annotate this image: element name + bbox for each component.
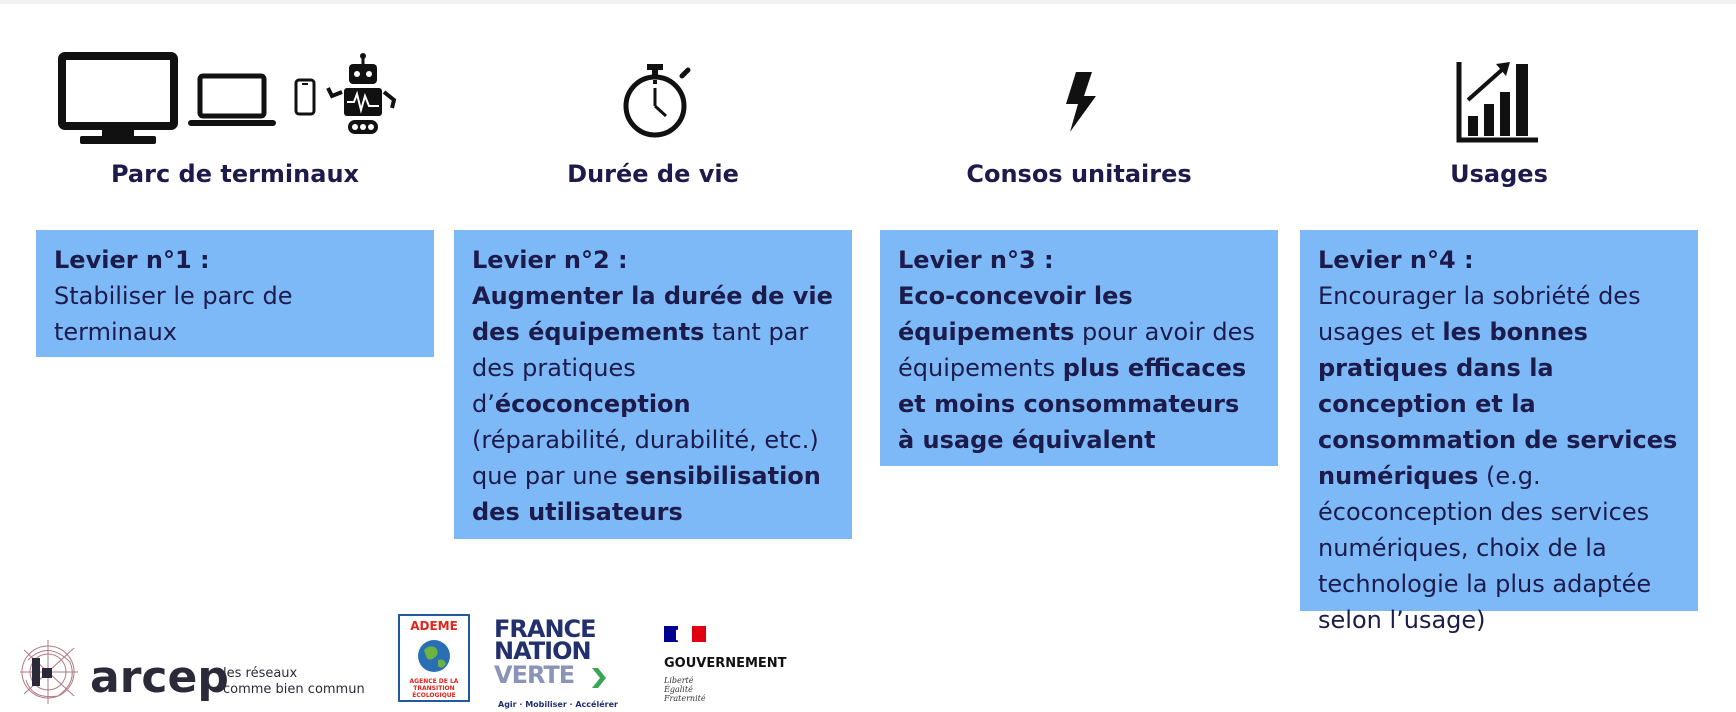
lever-box-2 — [454, 230, 852, 539]
lever-text: Eco-concevoir les équipements pour avoir des équipements plus efficaces et moins consommateurs à usage équivalent — [898, 282, 1255, 454]
arcep-wordmark: arcep — [90, 652, 229, 703]
column-title: Durée de vie — [567, 160, 739, 188]
footer-logos — [0, 610, 1736, 712]
lever-box-4 — [1300, 230, 1698, 634]
globe-icon — [416, 638, 452, 674]
gouvernement-name: GOUVERNEMENT — [664, 656, 787, 671]
arcep-emblem-icon — [18, 630, 88, 710]
gouvernement-logo — [664, 624, 814, 704]
robot-icon — [328, 53, 394, 134]
top-divider — [0, 0, 1736, 4]
gouvernement-motto: Liberté Égalité Fraternité — [664, 676, 706, 703]
ademe-name: ADEME — [410, 619, 458, 633]
fnv-tagline: Agir · Mobiliser · Accélérer — [498, 700, 618, 709]
lever-text: Stabiliser le parc de terminaux — [54, 282, 293, 346]
column-icons — [36, 52, 434, 152]
column-title: Parc de terminaux — [110, 160, 360, 188]
fnv-line-3: VERTE — [494, 661, 575, 689]
lever-label: Levier n°4 : — [1318, 246, 1474, 274]
column-icons — [1300, 52, 1698, 152]
column-title: Usages — [1450, 160, 1548, 188]
lever-text: Augmenter la durée de vie des équipements tant par des pratiques d’écoconception (réparabilité, durabilité, etc.) que par une sensibilisation des utilisateurs — [472, 282, 833, 526]
lever-label: Levier n°2 : — [472, 246, 628, 274]
france-nation-verte-logo — [494, 615, 618, 709]
column-title: Consos unitaires — [966, 160, 1192, 188]
arcep-logo — [18, 630, 365, 710]
lever-label: Levier n°1 : — [54, 246, 210, 274]
growth-chart-icon — [1459, 62, 1538, 140]
fnv-line-2: NATION — [494, 637, 591, 665]
ademe-subtitle: AGENCE DE LA TRANSITION ÉCOLOGIQUE — [409, 678, 459, 699]
arcep-tagline: les réseaux comme bien commun — [223, 666, 365, 697]
column-icons — [880, 52, 1278, 152]
column-icons — [454, 52, 852, 152]
lever-box-1 — [36, 230, 434, 357]
laptop-icon — [188, 76, 276, 126]
marianne-flag-icon — [664, 624, 708, 644]
lightning-icon — [1066, 72, 1096, 132]
lever-text: Encourager la sobriété des usages et les bonnes pratiques dans la conception et la consommation de services numériques (e.g. écoconception des services numériques, choix de la technologie la plus adaptée selon l’usage) — [1318, 282, 1678, 634]
lever-box-3 — [880, 230, 1278, 466]
stopwatch-icon — [626, 64, 688, 135]
monitor-icon — [62, 56, 174, 144]
fnv-line-1: FRANCE — [494, 615, 596, 643]
smartphone-icon — [296, 80, 314, 114]
chevron-right-icon — [592, 668, 606, 688]
ademe-logo — [398, 614, 470, 702]
lever-label: Levier n°3 : — [898, 246, 1054, 274]
